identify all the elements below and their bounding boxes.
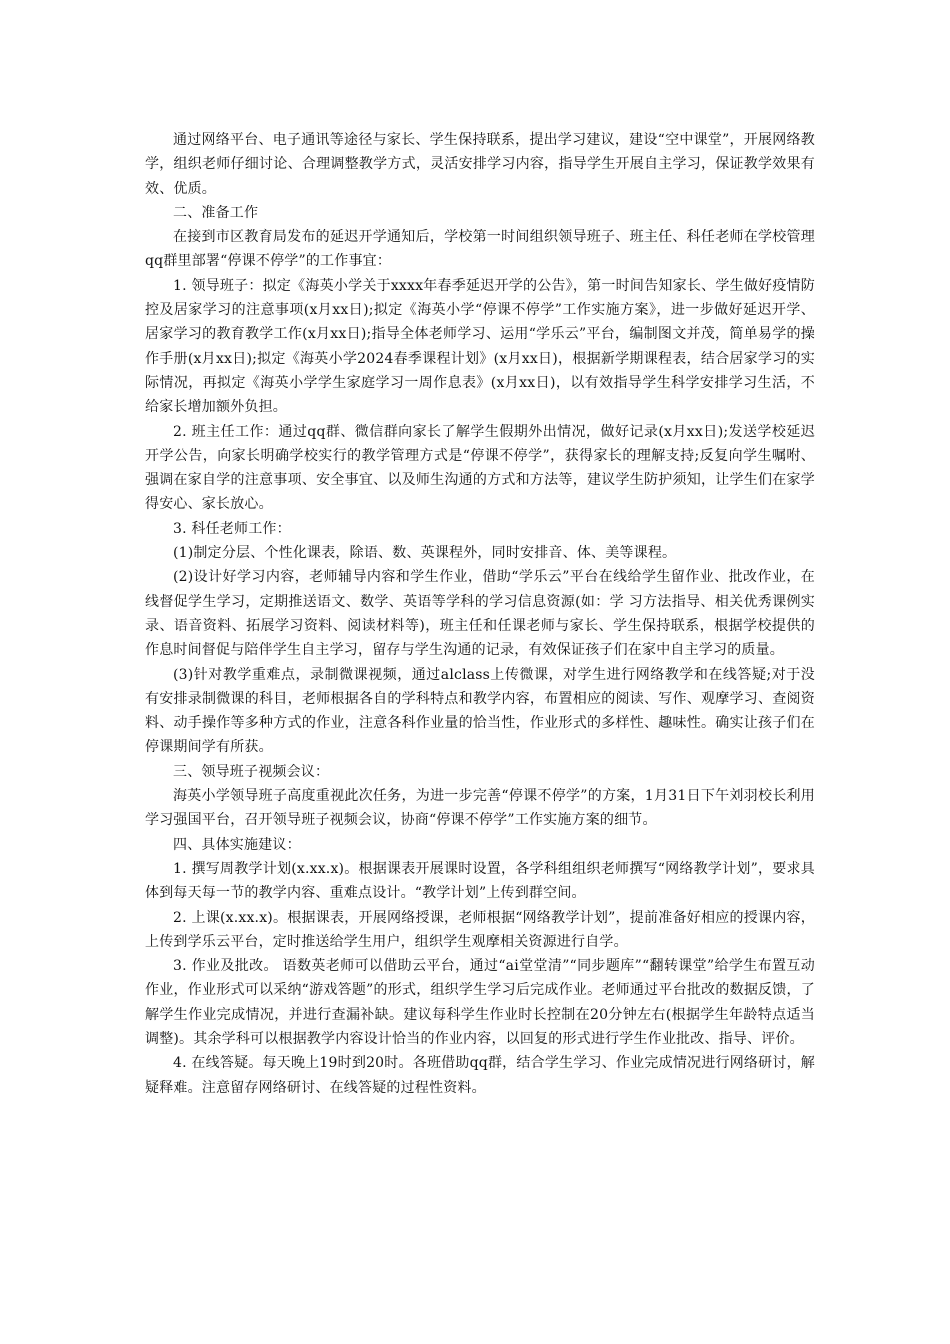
paragraph-weekly-plan: 1. 撰写周教学计划(x.xx.x)。根据课表开展课时设置，各学科组组织老师撰写“网络教学计划”，要求具体到每天每一节的教学内容、重难点设计。“教学计划”上传到群空间。 [145, 860, 815, 902]
paragraph-leadership: 1. 领导班子：拟定《海英小学关于xxxx年春季延迟开学的公告》，第一时间告知家长、学生做好疫情防控及居家学习的注意事项(x月xx日);拟定《海英小学“停课不停学”工作实施方案》，进一步做好延迟开学、居家学习的教育教学工作(x月xx日);指导全体老师学习、运用“学乐云”平台，编制图文并茂，简单易学的操作手册(x月xx日);拟定《海英小学2024春季课程计划》(x月xx日)，根据新学期课程表，结合居家学习的实际情况，再拟定《海英小学学生家庭学习一周作息表》(x月xx日)，以有效指导学生科学安排学习生活，不给家长增加额外负担。 [145, 277, 815, 416]
heading-implementation: 四、具体实施建议： [173, 836, 301, 853]
paragraph-item-1: (1)制定分层、个性化课表，除语、数、英课程外，同时安排音、体、美等课程。 [173, 545, 677, 562]
heading-preparation: 二、准备工作 [173, 204, 259, 221]
paragraph-subject-teachers: 3. 科任老师工作： [173, 520, 291, 537]
paragraph-item-3: (3)针对教学重难点，录制微课视频，通过alclass上传微课，对学生进行网络教学和在线答疑;对于没有安排录制微课的科目，老师根据各自的学科特点和教学内容，布置相应的阅读、写作、观摩学习、查阅资料、动手操作等多种方式的作业，注意各科作业量的恰当性，作业形式的多样性、趣味性。确实让孩子们在停课期间学有所获。 [145, 666, 815, 756]
paragraph-item-2: (2)设计好学习内容，老师辅导内容和学生作业，借助“学乐云”平台在线给学生留作业、批改作业，在线督促学生学习，定期推送语文、数学、英语等学科的学习信息资源(如：学 习方法指导、相关优秀课例实录、语音资料、拓展学习资料、阅读材料等)，班主任和任课老师与家长、学生保持联系，根据学校提供的作息时间督促与陪伴学生自主学习，留存与学生沟通的记录，有效保证孩子们在家中自主学习的质量。 [145, 569, 815, 659]
paragraph-head-teacher: 2. 班主任工作：通过qq群、微信群向家长了解学生假期外出情况，做好记录(x月xx日);发送学校延迟开学公告，向家长明确学校实行的教学管理方式是“停课不停学”，获得家长的理解支持;反复向学生嘱咐、强调在家自学的注意事项、安全事宜、以及师生沟通的方式和方法等，建议学生防护须知，让学生们在家学得安心、家长放心。 [145, 423, 815, 513]
paragraph-homework: 3. 作业及批改。 语数英老师可以借助云平台，通过“ai堂堂清”“同步题库”“翻转课堂”给学生布置互动作业，作业形式可以采纳“游戏答题”的形式，组织学生学习后完成作业。老师通过平台批改的数据反馈，了解学生作业完成情况，并进行查漏补缺。建议每科学生作业时长控制在20分钟左右(根据学生年龄特点适当调整)。其余学科可以根据教学内容设计恰当的作业内容，以回复的形式进行学生作业批改、指导、评价。 [145, 958, 815, 1047]
paragraph-notice: 在接到市区教育局发布的延迟开学通知后，学校第一时间组织领导班子、班主任、科任老师在学校管理qq群里部署“停课不停学”的工作事宜： [145, 229, 815, 270]
paragraph-online-qa: 4. 在线答疑。每天晚上19时到20时。各班借助qq群，结合学生学习、作业完成情况进行网络研讨，解疑释难。注意留存网络研讨、在线答疑的过程性资料。 [145, 1055, 815, 1096]
document-body [145, 128, 815, 1100]
paragraph-intro: 通过网络平台、电子通讯等途径与家长、学生保持联系，提出学习建议，建设“空中课堂”，开展网络教学，组织老师仔细讨论、合理调整教学方式，灵活安排学习内容，指导学生开展自主学习，保证教学效果有效、优质。 [145, 132, 815, 197]
paragraph-meeting: 海英小学领导班子高度重视此次任务，为进一步完善“停课不停学”的方案，1月31日下午刘羽校长利用学习强国平台，召开领导班子视频会议，协商“停课不停学”工作实施方案的细节。 [145, 788, 815, 829]
paragraph-class: 2. 上课(x.xx.x)。根据课表，开展网络授课，老师根据“网络教学计划”，提前准备好相应的授课内容，上传到学乐云平台，定时推送给学生用户，组织学生观摩相关资源进行自学。 [145, 909, 815, 950]
heading-video-meeting: 三、领导班子视频会议： [173, 763, 330, 780]
